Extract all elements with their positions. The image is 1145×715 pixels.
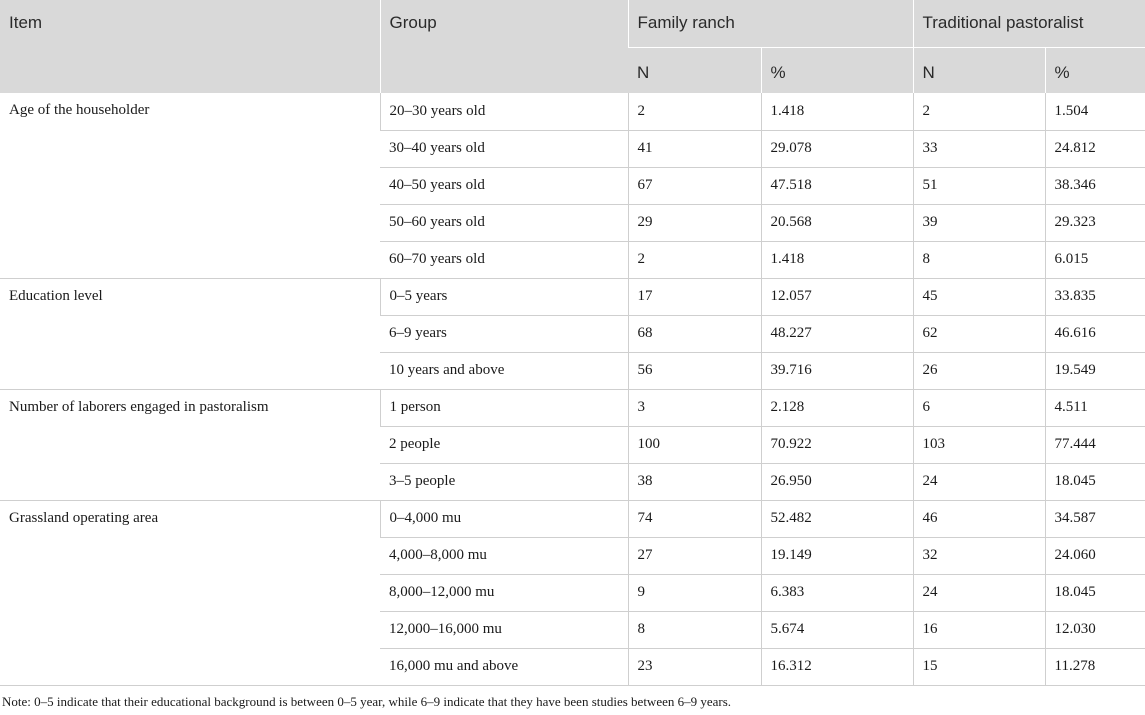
traditional-n-cell: 51 [913,167,1045,204]
traditional-pct-cell: 33.835 [1045,278,1145,315]
traditional-pct-cell: 46.616 [1045,315,1145,352]
family-pct-cell: 5.674 [761,611,913,648]
traditional-pct-cell: 29.323 [1045,204,1145,241]
group-cell: 6–9 years [380,315,628,352]
group-cell: 0–4,000 mu [380,500,628,537]
header-traditional-n: N [913,47,1045,93]
traditional-n-cell: 8 [913,241,1045,278]
traditional-pct-cell: 6.015 [1045,241,1145,278]
family-n-cell: 56 [628,352,761,389]
family-n-cell: 27 [628,537,761,574]
family-pct-cell: 16.312 [761,648,913,685]
family-pct-cell: 1.418 [761,93,913,130]
traditional-n-cell: 32 [913,537,1045,574]
group-cell: 0–5 years [380,278,628,315]
traditional-pct-cell: 4.511 [1045,389,1145,426]
family-pct-cell: 52.482 [761,500,913,537]
traditional-n-cell: 39 [913,204,1045,241]
family-pct-cell: 19.149 [761,537,913,574]
traditional-n-cell: 45 [913,278,1045,315]
header-family-ranch: Family ranch [628,0,913,47]
traditional-pct-cell: 38.346 [1045,167,1145,204]
traditional-n-cell: 24 [913,574,1045,611]
traditional-n-cell: 24 [913,463,1045,500]
family-pct-cell: 70.922 [761,426,913,463]
traditional-pct-cell: 12.030 [1045,611,1145,648]
family-n-cell: 23 [628,648,761,685]
group-cell: 60–70 years old [380,241,628,278]
family-pct-cell: 26.950 [761,463,913,500]
family-pct-cell: 48.227 [761,315,913,352]
traditional-n-cell: 62 [913,315,1045,352]
item-cell: Age of the householder [0,93,380,278]
table-row [0,278,1145,315]
traditional-n-cell: 16 [913,611,1045,648]
family-pct-cell: 29.078 [761,130,913,167]
group-cell: 4,000–8,000 mu [380,537,628,574]
traditional-n-cell: 6 [913,389,1045,426]
group-cell: 8,000–12,000 mu [380,574,628,611]
table-row [0,93,1145,130]
traditional-pct-cell: 24.060 [1045,537,1145,574]
traditional-pct-cell: 1.504 [1045,93,1145,130]
family-pct-cell: 47.518 [761,167,913,204]
traditional-n-cell: 103 [913,426,1045,463]
family-n-cell: 8 [628,611,761,648]
family-pct-cell: 2.128 [761,389,913,426]
item-cell: Grassland operating area [0,500,380,685]
table-body [0,93,1145,685]
group-cell: 20–30 years old [380,93,628,130]
family-n-cell: 17 [628,278,761,315]
header-traditional-pct: % [1045,47,1145,93]
group-cell: 40–50 years old [380,167,628,204]
traditional-pct-cell: 18.045 [1045,463,1145,500]
family-n-cell: 100 [628,426,761,463]
header-family-n: N [628,47,761,93]
header-family-pct: % [761,47,913,93]
traditional-pct-cell: 34.587 [1045,500,1145,537]
group-cell: 16,000 mu and above [380,648,628,685]
table-row [0,389,1145,426]
family-n-cell: 29 [628,204,761,241]
family-pct-cell: 1.418 [761,241,913,278]
group-cell: 1 person [380,389,628,426]
group-cell: 30–40 years old [380,130,628,167]
traditional-n-cell: 33 [913,130,1045,167]
traditional-n-cell: 15 [913,648,1045,685]
traditional-n-cell: 2 [913,93,1045,130]
family-n-cell: 2 [628,241,761,278]
family-n-cell: 68 [628,315,761,352]
traditional-pct-cell: 11.278 [1045,648,1145,685]
family-n-cell: 3 [628,389,761,426]
group-cell: 12,000–16,000 mu [380,611,628,648]
item-cell: Number of laborers engaged in pastoralism [0,389,380,500]
header-traditional-pastoralist: Traditional pastoralist [913,0,1145,47]
family-n-cell: 67 [628,167,761,204]
item-cell: Education level [0,278,380,389]
group-cell: 50–60 years old [380,204,628,241]
traditional-pct-cell: 77.444 [1045,426,1145,463]
family-pct-cell: 6.383 [761,574,913,611]
table-note: Note: 0–5 indicate that their educational background is between 0–5 year, while 6–9 indicate that they have been studies between 6–9 years. [2,693,732,709]
family-n-cell: 41 [628,130,761,167]
family-n-cell: 74 [628,500,761,537]
group-cell: 10 years and above [380,352,628,389]
family-n-cell: 38 [628,463,761,500]
traditional-pct-cell: 19.549 [1045,352,1145,389]
family-pct-cell: 12.057 [761,278,913,315]
family-pct-cell: 20.568 [761,204,913,241]
group-cell: 3–5 people [380,463,628,500]
family-pct-cell: 39.716 [761,352,913,389]
table-header [0,0,1145,93]
table-row [0,500,1145,537]
header-item: Item [0,0,380,93]
traditional-pct-cell: 18.045 [1045,574,1145,611]
traditional-n-cell: 46 [913,500,1045,537]
group-cell: 2 people [380,426,628,463]
traditional-pct-cell: 24.812 [1045,130,1145,167]
family-n-cell: 9 [628,574,761,611]
header-group: Group [380,0,628,93]
traditional-n-cell: 26 [913,352,1045,389]
family-n-cell: 2 [628,93,761,130]
